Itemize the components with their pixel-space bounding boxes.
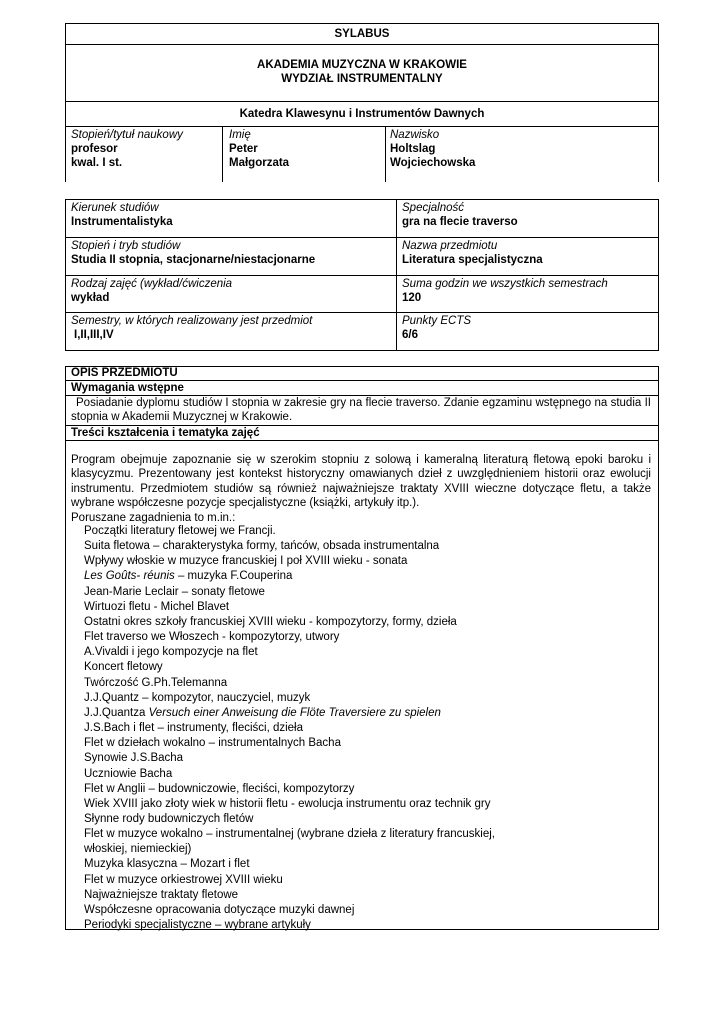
teacher-name: Małgorzata xyxy=(229,157,290,169)
total-hours-label: Suma godzin we wszystkich semestrach xyxy=(402,278,608,290)
list-item xyxy=(84,812,644,827)
list-item-text: Suita fletowa – charakterystyka formy, tańców, obsada instrumentalna xyxy=(84,540,440,553)
list-item-text: – muzyka F.Couperina xyxy=(174,570,293,583)
list-item-text: Periodyki specjalistyczne – wybrane artykuły xyxy=(84,919,311,932)
list-item-text: Jean-Marie Leclair – sonaty fletowe xyxy=(84,585,265,598)
teacher-degree: profesor xyxy=(71,143,118,155)
list-item xyxy=(84,524,644,539)
header-table xyxy=(65,23,659,182)
course-description-heading: OPIS PRZEDMIOTU xyxy=(71,367,178,379)
list-item-text: J.J.Quantz – kompozytor, nauczyciel, muzyk xyxy=(84,691,311,704)
list-item-text: J.S.Bach i flet – instrumenty, fleciści, dzieła xyxy=(84,722,304,735)
list-item xyxy=(84,888,644,903)
list-item xyxy=(84,873,644,888)
description-divider xyxy=(65,440,659,441)
list-item xyxy=(84,827,644,842)
list-item xyxy=(84,615,644,630)
header-divider xyxy=(65,44,659,45)
list-item xyxy=(84,842,644,857)
list-item xyxy=(84,585,644,600)
list-item-text: Synowie J.S.Bacha xyxy=(84,752,184,765)
list-item-text: A.Vivaldi i jego kompozycje na flet xyxy=(84,646,258,659)
header-divider xyxy=(65,101,659,102)
list-item xyxy=(84,660,644,675)
teacher-col-divider xyxy=(222,126,223,182)
list-item-text: Flet w Anglii – budowniczowie, fleciści, kompozytorzy xyxy=(84,782,355,795)
topic-list xyxy=(84,524,644,933)
study-level-label: Stopień i tryb studiów xyxy=(71,240,181,252)
list-item-text: Twórczość G.Ph.Telemanna xyxy=(84,676,228,689)
list-item-text: Najważniejsze traktaty fletowe xyxy=(84,888,239,901)
course-name-label: Nazwa przedmiotu xyxy=(402,240,498,252)
list-item xyxy=(84,569,644,584)
topics-intro: Poruszane zagadnienia to m.in.: xyxy=(71,512,236,524)
list-item-text: Współczesne opracowania dotyczące muzyki dawnej xyxy=(84,903,355,916)
requirements-heading: Wymagania wstępne xyxy=(71,382,184,394)
list-item-text: włoskiej, niemieckiej) xyxy=(84,843,192,856)
list-item xyxy=(84,751,644,766)
semesters-value: I,II,III,IV xyxy=(74,329,114,341)
list-item xyxy=(84,691,644,706)
teacher-surname: Wojciechowska xyxy=(390,157,476,169)
info-row-divider xyxy=(65,312,659,313)
academy-name: AKADEMIA MUZYCZNA W KRAKOWIE xyxy=(257,59,467,71)
ects-label: Punkty ECTS xyxy=(402,315,472,327)
info-row-divider xyxy=(65,237,659,238)
list-item xyxy=(84,554,644,569)
list-item-text: Koncert fletowy xyxy=(84,661,163,674)
list-item-text: Versuch einer Anweisung die Flöte Traversiere zu spielen xyxy=(148,706,441,719)
field-of-study-label: Kierunek studiów xyxy=(71,202,159,214)
teacher-degree: kwal. I st. xyxy=(71,157,123,169)
content-heading: Treści kształcenia i tematyka zajęć xyxy=(71,427,260,439)
list-item-text: Ostatni okres szkoły francuskiej XVIII wieku - kompozytorzy, formy, dzieła xyxy=(84,615,457,628)
list-item-text: Flet w muzyce orkiestrowej XVIII wieku xyxy=(84,873,283,886)
list-item xyxy=(84,918,644,933)
info-row-divider xyxy=(65,275,659,276)
specialty-label: Specjalność xyxy=(402,202,465,214)
list-item-text: Flet traverso we Włoszech - kompozytorzy, utwory xyxy=(84,631,340,644)
list-item xyxy=(84,721,644,736)
teacher-col-divider xyxy=(385,126,386,182)
list-item-text: Uczniowie Bacha xyxy=(84,767,173,780)
teacher-surname: Holtslag xyxy=(390,143,436,155)
content-intro: Program obejmuje zapoznanie się w szerokim stopniu z solową i kameralną literaturą fletową epoki baroku i klasycyzmu. Prezentowany jest kontekst historyczny omawianych dzieł z uwzględnieniem historii oraz ewolucji instrumentu. Przedmiotem studiów są również najważniejsze traktaty XVIII wieczne dotyczące fletu, a także wybrane współczesne pozycje specjalistyczne (książki, artykuły itp.). xyxy=(71,454,651,510)
list-item xyxy=(84,857,644,872)
course-name-value: Literatura specjalistyczna xyxy=(402,254,543,266)
list-item xyxy=(84,645,644,660)
list-item-text: Muzyka klasyczna – Mozart i flet xyxy=(84,858,250,871)
degree-label: Stopień/tytuł naukowy xyxy=(71,129,183,141)
class-type-label: Rodzaj zajęć (wykład/ćwiczenia xyxy=(71,278,233,290)
specialty-value: gra na flecie traverso xyxy=(402,216,518,228)
header-divider xyxy=(65,126,659,127)
list-item-text: J.J.Quantza xyxy=(84,706,149,719)
list-item-text: Wiek XVIII jako złoty wiek w historii fletu - ewolucja instrumentu oraz technik gry xyxy=(84,797,491,810)
syllabus-title: SYLABUS xyxy=(334,28,390,40)
surname-label: Nazwisko xyxy=(390,129,440,141)
study-level-value: Studia II stopnia, stacjonarne/niestacjonarne xyxy=(71,254,316,266)
teacher-name: Peter xyxy=(229,143,258,155)
list-item-text: Les Goûts- réunis xyxy=(84,570,175,583)
list-item xyxy=(84,903,644,918)
class-type-value: wykład xyxy=(71,292,110,304)
list-item xyxy=(84,736,644,751)
first-name-label: Imię xyxy=(229,129,251,141)
field-of-study-value: Instrumentalistyka xyxy=(71,216,173,228)
ects-value: 6/6 xyxy=(402,329,418,341)
list-item-text: Wpływy włoskie w muzyce francuskiej I poł XVIII wieku - sonata xyxy=(84,555,408,568)
list-item-text: Wirtuozi fletu - Michel Blavet xyxy=(84,600,230,613)
list-item-text: Flet w dziełach wokalno – instrumentalnych Bacha xyxy=(84,737,341,750)
list-item-text: Flet w muzyce wokalno – instrumentalnej (wybrane dzieła z literatury francuskiej, xyxy=(84,828,495,841)
department-name: Katedra Klawesynu i Instrumentów Dawnych xyxy=(239,108,485,120)
list-item xyxy=(84,767,644,782)
list-item-text: Początki literatury fletowej we Francji. xyxy=(84,525,276,537)
list-item xyxy=(84,539,644,554)
list-item xyxy=(84,600,644,615)
list-item xyxy=(84,797,644,812)
list-item xyxy=(84,706,644,721)
list-item xyxy=(84,782,644,797)
faculty-name: WYDZIAŁ INSTRUMENTALNY xyxy=(281,73,443,85)
list-item xyxy=(84,676,644,691)
list-item-text: Słynne rody budowniczych fletów xyxy=(84,812,254,825)
list-item xyxy=(84,630,644,645)
total-hours-value: 120 xyxy=(402,292,422,304)
semesters-label: Semestry, w których realizowany jest przedmiot xyxy=(71,315,313,327)
requirements-text: Posiadanie dyplomu studiów I stopnia w zakresie gry na flecie traverso. Zdanie egzaminu wstępnego na studia II stopnia w Akademii Muzycznej w Krakowie. xyxy=(71,397,651,424)
